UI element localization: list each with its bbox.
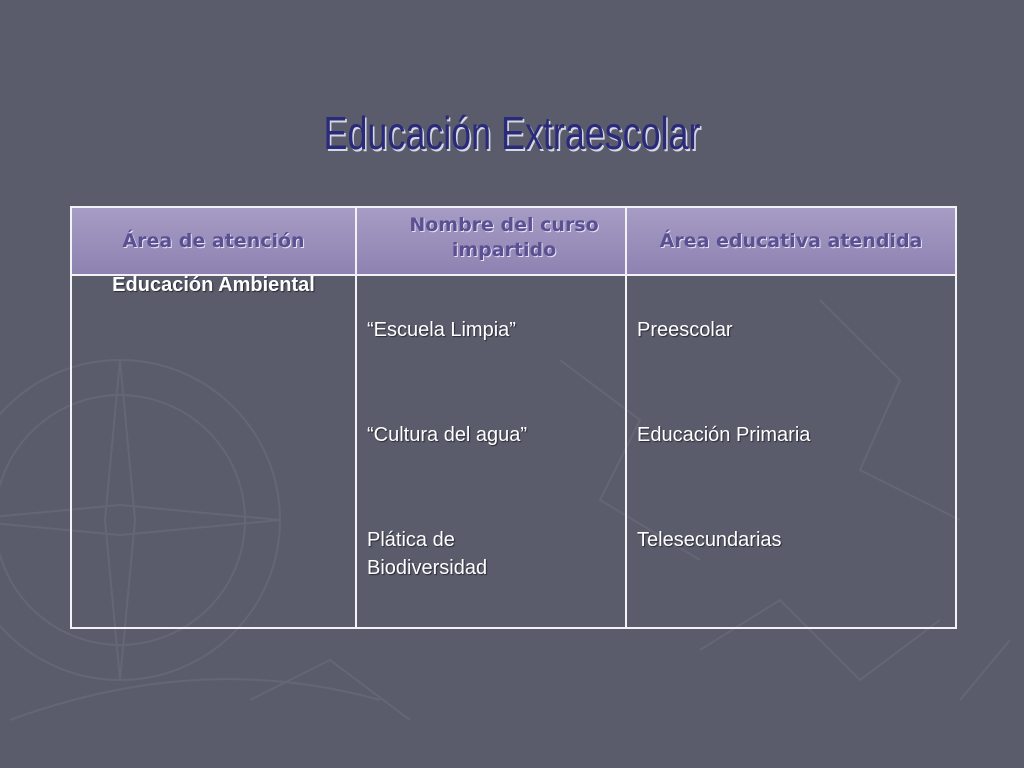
header-area-de-atencion: Área de atención xyxy=(71,207,356,275)
table-header-row xyxy=(71,207,956,275)
area-label: Educación Ambiental xyxy=(112,274,315,296)
level-item: Educación Primaria xyxy=(637,424,811,446)
level-item: Preescolar xyxy=(637,319,733,341)
header-nombre-del-curso: Nombre del curso impartido xyxy=(356,207,626,275)
courses-cell xyxy=(356,275,626,628)
levels-cell xyxy=(626,275,956,628)
level-item: Telesecundarias xyxy=(637,529,782,551)
header-area-educativa: Área educativa atendida xyxy=(626,207,956,275)
course-item: “Escuela Limpia” xyxy=(367,319,516,341)
course-table xyxy=(70,206,957,629)
table-row xyxy=(71,275,956,628)
course-item: “Cultura del agua” xyxy=(367,424,528,446)
area-cell xyxy=(71,275,356,628)
course-item: Plática de Biodiversidad xyxy=(367,529,488,579)
slide-title: Educación Extraescolar xyxy=(323,107,701,159)
